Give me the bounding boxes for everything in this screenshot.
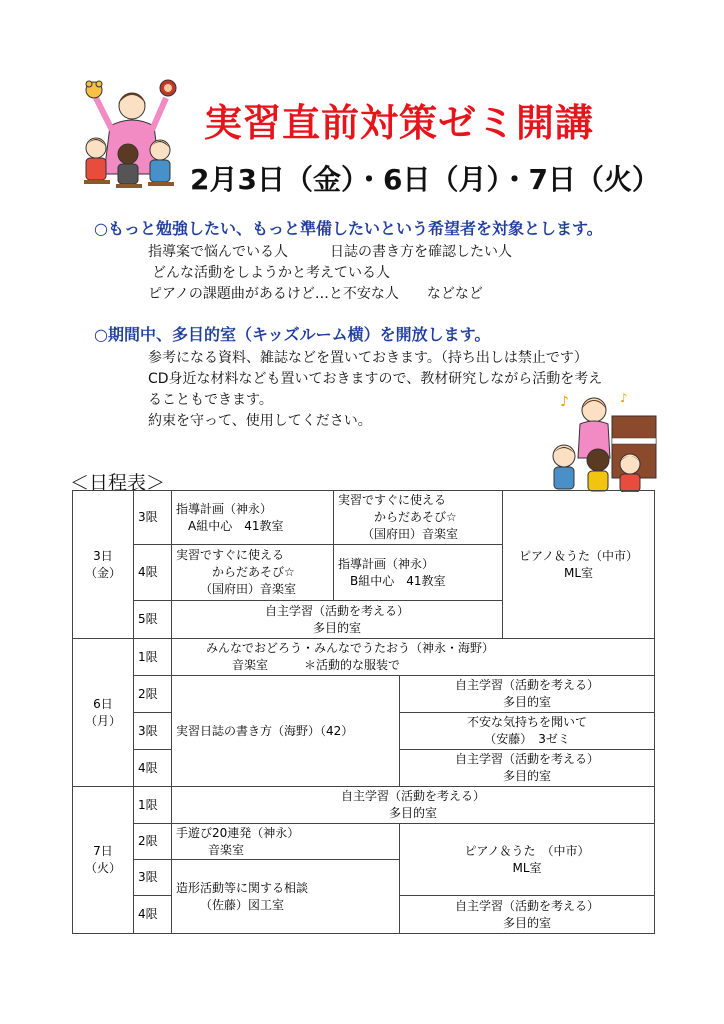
table-cell: 手遊び20連発（神永） 音楽室 — [172, 824, 400, 860]
section2-line: CD身近な材料なども置いておきますので、教材研究しながら活動を考え — [148, 371, 603, 387]
teacher-puppet-illustration-icon — [80, 74, 184, 194]
table-cell: ピアノ＆うた（中市） ML室 — [503, 491, 655, 639]
table-cell: 自主学習（活動を考える） 多目的室 — [400, 676, 655, 713]
table-cell: 自主学習（活動を考える） 多目的室 — [400, 750, 655, 787]
section2-heading: ○期間中、多目的室（キッズルーム横）を開放します。 — [94, 325, 491, 344]
table-cell: 不安な気持ちを聞いて （安藤） 3ゼミ — [400, 713, 655, 750]
day-7-cell: 7日 （火） — [73, 787, 134, 934]
period-label: 4限 — [134, 545, 172, 601]
svg-text:♪: ♪ — [620, 391, 628, 405]
table-cell: 自主学習（活動を考える） 多目的室 — [172, 601, 503, 639]
table-cell: 実習ですぐに使える からだあそび☆ （国府田）音楽室 — [172, 545, 334, 601]
period-label: 4限 — [134, 750, 172, 787]
period-label: 2限 — [134, 824, 172, 860]
section1-line: ピアノの課題曲があるけど…と不安な人 などなど — [148, 286, 483, 302]
table-cell: みんなでおどろう・みんなでうたおう（神永・海野） 音楽室 ＊活動的な服装で — [172, 639, 655, 676]
period-label: 4限 — [134, 896, 172, 934]
table-cell: 実習ですぐに使える からだあそび☆ （国府田）音楽室 — [334, 491, 503, 545]
period-label: 3限 — [134, 713, 172, 750]
teacher-piano-illustration-icon — [550, 388, 660, 492]
svg-text:♪: ♪ — [560, 394, 569, 410]
page-title: 実習直前対策ゼミ開講 — [204, 101, 595, 145]
day-3-cell: 3日 （金） — [73, 491, 134, 639]
section1-line: 指導案で悩んでいる人 日誌の書き方を確認したい人 — [148, 244, 512, 260]
section1-line: どんな活動をしようかと考えている人 — [152, 265, 390, 281]
table-cell: 指導計画（神永） A組中心 41教室 — [172, 491, 334, 545]
schedule-title: ＜日程表＞ — [70, 472, 166, 494]
table-cell: ピアノ＆うた （中市） ML室 — [400, 824, 655, 896]
table-row — [73, 787, 655, 824]
schedule-table — [72, 490, 655, 934]
table-cell: 造形活動等に関する相談 （佐藤）図工室 — [172, 860, 400, 934]
period-label: 1限 — [134, 639, 172, 676]
period-label: 3限 — [134, 491, 172, 545]
day-6-cell: 6日 （月） — [73, 639, 134, 787]
table-cell: 自主学習（活動を考える） 多目的室 — [172, 787, 655, 824]
table-cell: 実習日誌の書き方（海野）（42） — [172, 676, 400, 787]
table-cell: 自主学習（活動を考える） 多目的室 — [400, 896, 655, 934]
table-row — [73, 491, 655, 545]
section2-line: 約束を守って、使用してください。 — [148, 413, 372, 429]
section1-heading: ○もっと勉強したい、もっと準備したいという希望者を対象とします。 — [94, 219, 603, 238]
event-dates: 2月3日（金）・6日（月）・7日（火） — [190, 163, 660, 196]
table-cell: 指導計画（神永） B組中心 41教室 — [334, 545, 503, 601]
period-label: 1限 — [134, 787, 172, 824]
table-row — [73, 824, 655, 860]
table-row — [73, 639, 655, 676]
period-label: 3限 — [134, 860, 172, 896]
section2-line: ることもできます。 — [148, 392, 273, 408]
period-label: 2限 — [134, 676, 172, 713]
section2-line: 参考になる資料、雑誌などを置いておきます。（持ち出しは禁止です） — [148, 350, 588, 366]
period-label: 5限 — [134, 601, 172, 639]
table-row — [73, 676, 655, 713]
